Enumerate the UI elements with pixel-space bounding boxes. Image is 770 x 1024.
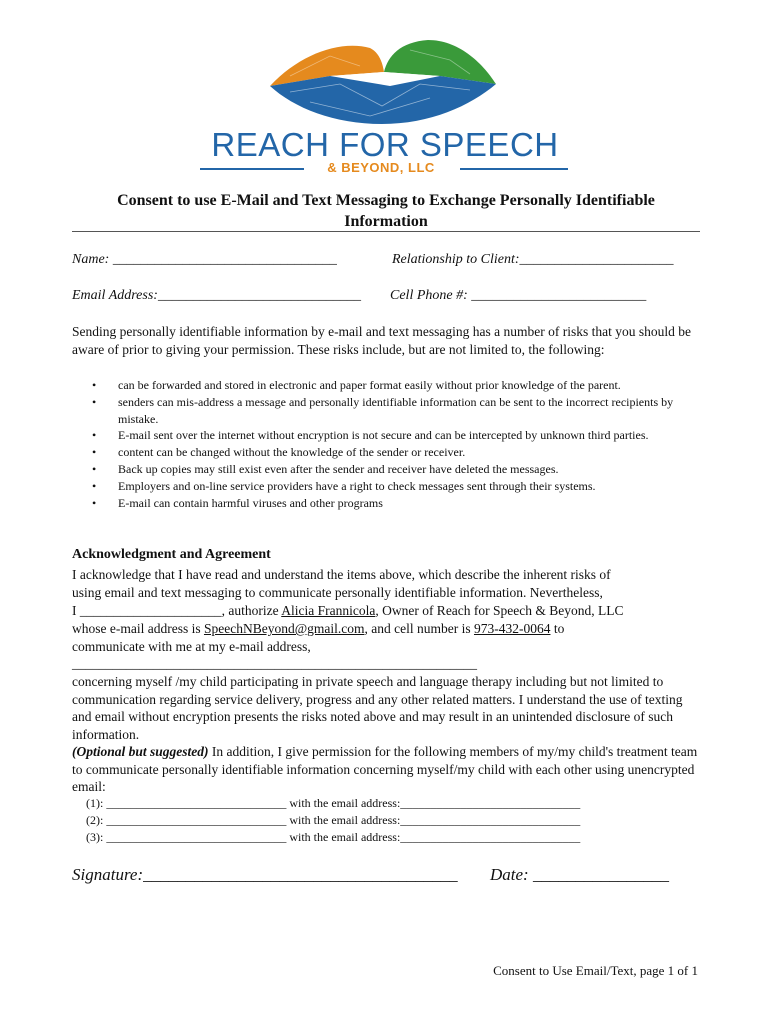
client-email-field[interactable]: ____________________________________________________________ (72, 656, 477, 671)
ack-authorize-line: I _____________________, authorize Alicia Frannicola, Owner of Reach for Speech & Beyond, LLC (72, 603, 624, 618)
owner-name: Alicia Frannicola (281, 603, 376, 618)
brand-name: REACH FOR SPEECH (211, 126, 559, 163)
ack-body-paragraph: concerning myself /my child participating in private speech and language therapy including but not limited to communication regarding service delivery, progress and any other related matters. I understand the use of texting and email without encryption presents the risks noted above and may result in an unintended disclosure of such information. (72, 674, 683, 742)
list-item: • Employers and on-line service providers have a right to check messages sent through their systems. (92, 478, 596, 493)
company-logo (190, 36, 580, 176)
list-item: • E-mail can contain harmful viruses and other programs (92, 495, 383, 510)
brand-subtitle: & BEYOND, LLC (327, 160, 435, 175)
owner-email-link[interactable]: SpeechNBeyond@gmail.com (203, 621, 365, 636)
list-item: • Back up copies may still exist even after the sender and receiver have deleted the messages. (92, 461, 559, 476)
page-footer: Consent to Use Email/Text, page 1 of 1 (493, 963, 698, 978)
list-item: • E-mail sent over the internet without encryption is not secure and can be intercepted by unknown third parties. (92, 428, 649, 443)
list-item: • senders can mis-address a message and personally identifiable information can be sent to the incorrect recipients by mistake. (92, 394, 674, 426)
divider (460, 168, 568, 170)
date-field[interactable]: Date: ________________ (490, 865, 669, 884)
ack-line: communicate with me at my e-mail address, (72, 639, 311, 654)
divider (72, 231, 700, 232)
relationship-field[interactable]: Relationship to Client:______________________ (392, 252, 674, 267)
lips-logo-icon (270, 36, 500, 128)
cell-phone-field[interactable]: Cell Phone #: _________________________ (390, 288, 647, 303)
ack-line: I acknowledge that I have read and understand the items above, which describe the inherent risks of (72, 567, 611, 582)
name-field[interactable]: Name: ________________________________ (72, 252, 337, 267)
section-heading: Acknowledgment and Agreement (72, 547, 271, 562)
ack-contact-line: whose e-mail address is SpeechNBeyond@gmail.com, and cell number is 973-432-0064 to (72, 621, 565, 636)
optional-paragraph: (Optional but suggested) In addition, I give permission for the following members of my/my child's treatment team to communicate personally identifiable information concerning myself/my child with each other using unencrypted email: (72, 744, 698, 794)
document-title: Consent to use E-Mail and Text Messaging to Exchange Personally Identifiable Information (117, 192, 655, 230)
risks-list (72, 377, 700, 511)
ack-line: using email and text messaging to communicate personally identifiable information. Nevertheless, (72, 585, 603, 600)
team-member-field-2[interactable]: (2): ______________________________ with the email address:______________________________ (86, 813, 581, 827)
divider (200, 168, 304, 170)
team-member-field-3[interactable]: (3): ______________________________ with the email address:______________________________ (86, 830, 581, 844)
email-field[interactable]: Email Address:_____________________________ (72, 288, 361, 303)
owner-phone-link[interactable]: 973-432-0064 (473, 621, 551, 636)
list-item: • content can be changed without the knowledge of the sender or receiver. (92, 445, 466, 460)
team-member-field-1[interactable]: (1): ______________________________ with the email address:______________________________ (86, 796, 581, 810)
list-item: • can be forwarded and stored in electronic and paper format easily without prior knowledge of the parent. (92, 378, 621, 392)
signature-field[interactable]: Signature:_____________________________________ (72, 865, 458, 884)
intro-paragraph: Sending personally identifiable information by e-mail and text messaging has a number of risks that you should be aware of prior to giving your permission. These risks include, but are not limited to, the following: (72, 324, 691, 357)
